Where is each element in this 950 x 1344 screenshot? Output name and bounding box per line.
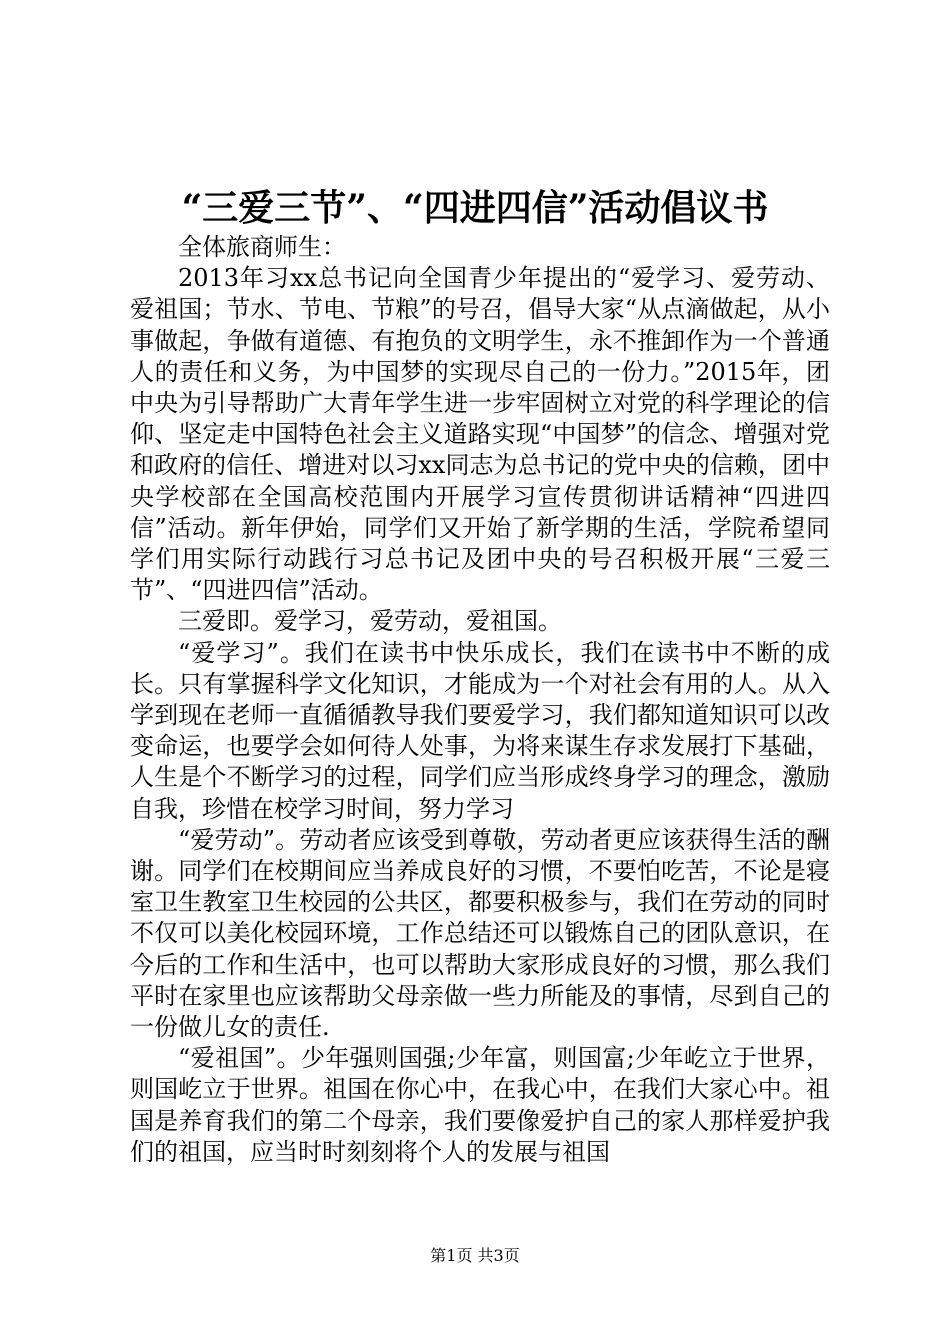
paragraph-love-learning: “爱学习”。我们在读书中快乐成长，我们在读书中不断的成长。只有掌握科学文化知识，才能成为一个对社会有用的人。从入学到现在老师一直循循教导我们要爱学习，我们都知道知识可以改变命运，也要学会如何待人处事，为将来谋生存求发展打下基础，人生是个不断学习的过程，同学们应当形成终身学习的理念，激励自我，珍惜在校学习时间，努力学习 [130,638,830,823]
salutation: 全体旅商师生： [178,233,346,261]
paragraph-intro: 2013年习xx总书记向全国青少年提出的“爱学习、爱劳动、爱祖国；节水、节电、节粮”的号召，倡导大家“从点滴做起，从小事做起，争做有道德、有抱负的文明学生，永不推卸作为一个普通人的责任和义务，为中国梦的实现尽自己的一份力。”2015年，团中央为引导帮助广大青年学生进一步牢固树立对党的科学理论的信仰、坚定走中国特色社会主义道路实现“中国梦”的信念、增强对党和政府的信任、增进对以习xx同志为总书记的党中央的信赖，团中央学校部在全国高校范围内开展学习宣传贯彻讲话精神“四进四信”活动。新年伊始，同学们又开始了新学期的生活，学院希望同学们用实际行动践行习总书记及团中央的号召积极开展“三爱三节”、“四进四信”活动。 [130,264,830,605]
paragraph-love-country: “爱祖国”。少年强则国强;少年富，则国富;少年屹立于世界，则国屹立于世界。祖国在你心中，在我心中，在我们大家心中。祖国是养育我们的第二个母亲，我们要像爱护自己的家人那样爱护我们的祖国，应当时时刻刻将个人的发展与祖国 [130,1044,830,1166]
document-body [130,232,830,1168]
page-number-footer: 第1页 共3页 [430,1246,520,1265]
document-title: “三爱三节”、“四进四信”活动倡议书 [181,187,769,229]
paragraph-love-labor: “爱劳动”。劳动者应该受到尊敬，劳动者更应该获得生活的酬谢。同学们在校期间应当养成良好的习惯，不要怕吃苦，不论是寝室卫生教室卫生校园的公共区，都要积极参与，我们在劳动的同时不仅可以美化校园环境，工作总结还可以锻炼自己的团队意识，在今后的工作和生活中，也可以帮助大家形成良好的习惯，那么我们平时在家里也应该帮助父母亲做一些力所能及的事情，尽到自己的一份做儿女的责任. [130,825,830,1042]
paragraph-three-loves: 三爱即。爱学习，爱劳动，爱祖国。 [178,607,562,636]
